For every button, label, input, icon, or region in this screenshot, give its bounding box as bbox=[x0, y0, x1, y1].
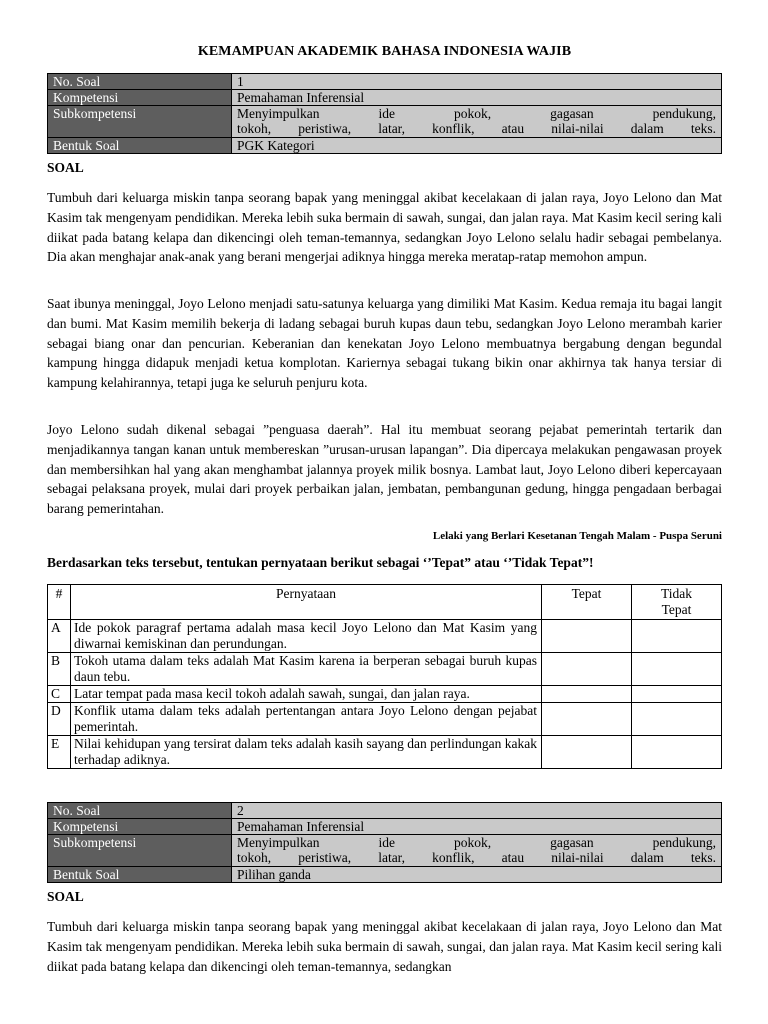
tepat-cell[interactable] bbox=[542, 653, 632, 686]
meta-value-line-2: tokoh, peristiwa, latar, konflik, atau nilai-nilai dalam teks. bbox=[237, 121, 716, 136]
meta-value: 1 bbox=[232, 74, 722, 90]
meta-row-bentuk-soal bbox=[48, 867, 722, 883]
statement-table-header bbox=[48, 585, 722, 620]
statement-table bbox=[47, 584, 722, 769]
header-tidak-tepat-line-2: Tepat bbox=[661, 602, 692, 617]
row-statement: Nilai kehidupan yang tersirat dalam teks adalah kasih sayang dan perlindungan kakak terhadap adiknya. bbox=[71, 736, 542, 769]
meta-value: 2 bbox=[232, 803, 722, 819]
row-label: B bbox=[48, 653, 71, 686]
tidak-tepat-cell[interactable] bbox=[632, 653, 722, 686]
table-row bbox=[48, 736, 722, 769]
meta-value: PGK Kategori bbox=[232, 138, 722, 154]
meta-key: Bentuk Soal bbox=[48, 867, 232, 883]
meta-value: Pilihan ganda bbox=[232, 867, 722, 883]
table-row bbox=[48, 686, 722, 703]
tepat-cell[interactable] bbox=[542, 736, 632, 769]
header-tidak-tepat-line-1: Tidak bbox=[660, 586, 692, 601]
row-statement: Tokoh utama dalam teks adalah Mat Kasim karena ia berperan sebagai buruh kupas daun tebu. bbox=[71, 653, 542, 686]
meta-key: No. Soal bbox=[48, 803, 232, 819]
meta-key: Kompetensi bbox=[48, 90, 232, 106]
soal-label: SOAL bbox=[47, 160, 84, 175]
question-instruction: Berdasarkan teks tersebut, tentukan pernyataan berikut sebagai ‘’Tepat” atau ‘’Tidak Tepat”! bbox=[47, 555, 594, 570]
question-1-meta-table bbox=[47, 73, 722, 154]
meta-value-line-1: Menyimpulkan ide pokok, gagasan pendukung, bbox=[237, 106, 716, 121]
table-row bbox=[48, 703, 722, 736]
header-number: # bbox=[48, 585, 71, 620]
document-title: KEMAMPUAN AKADEMIK BAHASA INDONESIA WAJIB bbox=[197, 44, 572, 59]
passage-paragraph-2: Saat ibunya meninggal, Joyo Lelono menjadi satu-satunya keluarga yang dimiliki Mat Kasim. Kedua remaja itu bagai langit dan bumi. Mat Kasim memilih bekerja di ladang sebagai buruh kupas daun tebu, sedangkan Joyo Lelono merambah karier sebagai biang onar dan pencurian. Keberanian dan kenekatan Joyo Lelono membuatnya bergabung dengan begundal kampung hingga didapuk menjadi ketua komplotan. Kariernya sebagai tukang bikin onar akhirnya tak hanya tersiar di kampung kelahirannya, tetapi juga ke seluruh penjuru kota. bbox=[47, 296, 722, 391]
meta-value: Pemahaman Inferensial bbox=[232, 819, 722, 835]
soal-label: SOAL bbox=[47, 889, 84, 904]
meta-row-subkompetensi bbox=[48, 106, 722, 138]
meta-key: Kompetensi bbox=[48, 819, 232, 835]
meta-key: No. Soal bbox=[48, 74, 232, 90]
table-row bbox=[48, 653, 722, 686]
meta-row-kompetensi bbox=[48, 819, 722, 835]
passage-paragraph-3: Joyo Lelono sudah dikenal sebagai ”penguasa daerah”. Hal itu membuat seorang pejabat pemerintah tertarik dan menjadikannya tangan kanan untuk membereskan ”urusan-urusan lapangan”. Dia dipercaya melakukan pengawasan proyek dan membersihkan hal yang akan menghambat jalannya proyek milik bosnya. Lambat laut, Joyo Lelono diberi kepercayaan sebagai pelaksana proyek, mulai dari proyek perbaikan jalan, jembatan, pembangunan gedung, hingga pengadaan berbagai barang pemerintahan. bbox=[47, 422, 722, 517]
tidak-tepat-cell[interactable] bbox=[632, 703, 722, 736]
meta-row-no-soal bbox=[48, 74, 722, 90]
row-label: C bbox=[48, 686, 71, 703]
meta-value bbox=[232, 106, 722, 138]
passage-source: Lelaki yang Berlari Kesetanan Tengah Malam - Puspa Seruni bbox=[432, 530, 722, 542]
meta-row-bentuk-soal bbox=[48, 138, 722, 154]
tidak-tepat-cell[interactable] bbox=[632, 736, 722, 769]
meta-key: Subkompetensi bbox=[48, 835, 232, 867]
row-label: A bbox=[48, 620, 71, 653]
meta-value-line-1: Menyimpulkan ide pokok, gagasan pendukung, bbox=[237, 835, 716, 850]
meta-row-kompetensi bbox=[48, 90, 722, 106]
header-statement: Pernyataan bbox=[71, 585, 542, 620]
tidak-tepat-cell[interactable] bbox=[632, 620, 722, 653]
row-label: D bbox=[48, 703, 71, 736]
table-row bbox=[48, 620, 722, 653]
tidak-tepat-cell[interactable] bbox=[632, 686, 722, 703]
tepat-cell[interactable] bbox=[542, 703, 632, 736]
header-tepat: Tepat bbox=[542, 585, 632, 620]
row-statement: Latar tempat pada masa kecil tokoh adalah sawah, sungai, dan jalan raya. bbox=[71, 686, 542, 703]
row-statement: Konflik utama dalam teks adalah pertentangan antara Joyo Lelono dengan pejabat pemerintah. bbox=[71, 703, 542, 736]
tepat-cell[interactable] bbox=[542, 620, 632, 653]
header-tidak-tepat bbox=[632, 585, 722, 620]
row-statement: Ide pokok paragraf pertama adalah masa kecil Joyo Lelono dan Mat Kasim yang diwarnai kemiskinan dan perundungan. bbox=[71, 620, 542, 653]
question-2-meta-table bbox=[47, 802, 722, 883]
meta-row-no-soal bbox=[48, 803, 722, 819]
row-label: E bbox=[48, 736, 71, 769]
meta-value: Pemahaman Inferensial bbox=[232, 90, 722, 106]
meta-key: Subkompetensi bbox=[48, 106, 232, 138]
meta-value bbox=[232, 835, 722, 867]
meta-value-line-2: tokoh, peristiwa, latar, konflik, atau nilai-nilai dalam teks. bbox=[237, 850, 716, 865]
passage-paragraph-1: Tumbuh dari keluarga miskin tanpa seorang bapak yang meninggal akibat kecelakaan di jalan raya, Joyo Lelono dan Mat Kasim tak mengenyam pendidikan. Mereka lebih suka bermain di sawah, sungai, dan jalan raya. Mat Kasim kecil sering kali diikat pada batang kelapa dan dikencingi oleh teman-temannya, sedangkan bbox=[47, 919, 722, 974]
meta-key: Bentuk Soal bbox=[48, 138, 232, 154]
tepat-cell[interactable] bbox=[542, 686, 632, 703]
passage-paragraph-1: Tumbuh dari keluarga miskin tanpa seorang bapak yang meninggal akibat kecelakaan di jalan raya, Joyo Lelono dan Mat Kasim tak mengenyam pendidikan. Mereka lebih suka bermain di sawah, sungai, dan jalan raya. Mat Kasim kecil sering kali diikat pada batang kelapa dan dikencingi oleh teman-temannya, sedangkan Joyo Lelono selalu hadir sebagai pembelanya. Dia akan menghajar anak-anak yang berani mengerjai adiknya hingga mereka meratap-ratap memohon ampun. bbox=[47, 190, 722, 265]
meta-row-subkompetensi bbox=[48, 835, 722, 867]
